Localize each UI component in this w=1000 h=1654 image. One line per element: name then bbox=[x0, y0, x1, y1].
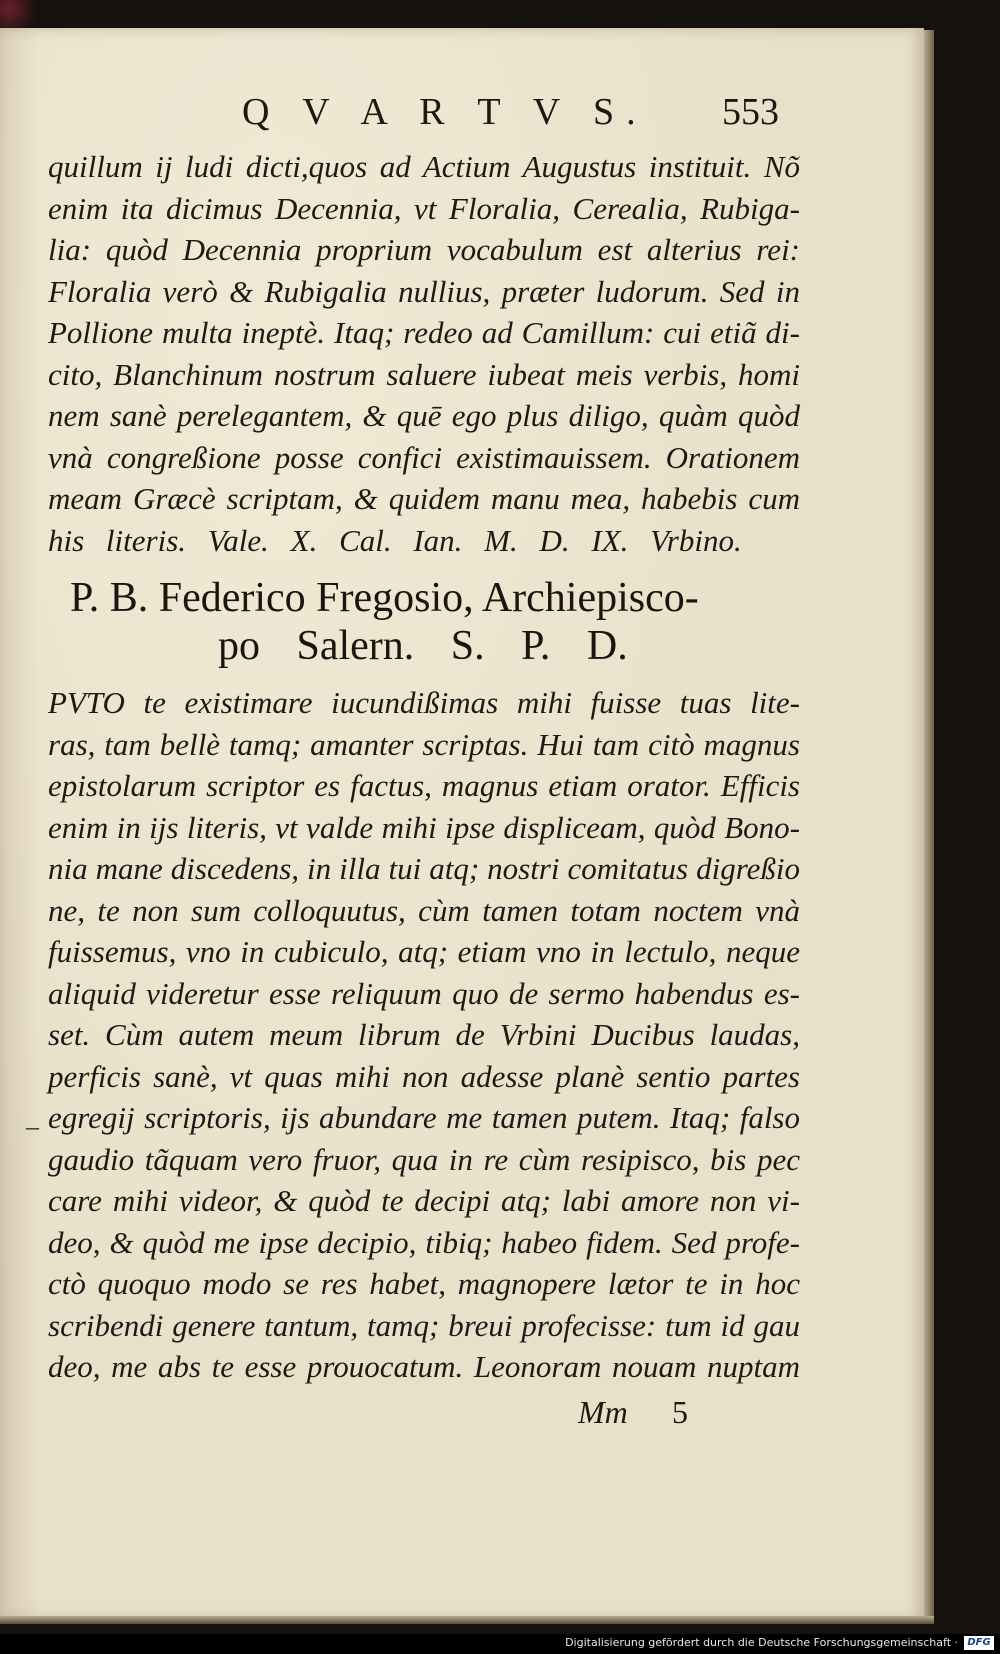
text-line: deo, & quòd me ipse decipio, tibiq; habeo fidem. Sed profe- bbox=[48, 1224, 800, 1260]
running-head-title: Q V A R T V S. bbox=[242, 91, 648, 133]
text-line: lia: quòd Decennia proprium vocabulum est alterius rei: bbox=[48, 232, 800, 267]
text-line: epistolarum scriptor es factus, magnus etiam orator. Efficis bbox=[48, 768, 800, 803]
text-line: Pollione multa ineptè. Itaq; redeo ad Camillum: cui etiã di- bbox=[48, 315, 800, 350]
text-line: nia mane discedens, in illa tui atq; nostri comitatus digreßio bbox=[48, 851, 800, 886]
text-line: enim in ijs literis, vt valde mihi ipse displiceam, quòd Bono- bbox=[48, 809, 800, 845]
letter-body-end bbox=[48, 146, 800, 561]
text-line: ras, tam bellè tamq; amanter scriptas. Hui tam citò magnus bbox=[48, 726, 800, 762]
page-number: 553 bbox=[722, 91, 779, 133]
page-edge-bottom bbox=[0, 1616, 934, 1624]
page-edge-right bbox=[924, 30, 934, 1618]
margin-mark: – bbox=[26, 1112, 39, 1141]
text-line: set. Cùm autem meum librum de Vrbini Ducibus laudas, bbox=[48, 1017, 800, 1052]
text-line: deo, me abs te esse prouocatum. Leonoram nouam nuptam bbox=[48, 1349, 800, 1384]
signature-mark: Mm bbox=[578, 1394, 628, 1430]
text-line: PVTO te existimare iucundißimas mihi fuisse tuas lite- bbox=[48, 685, 800, 720]
footer-credit: Digitalisierung gefördert durch die Deutsche Forschungsgemeinschaft · bbox=[565, 1636, 958, 1649]
text-line: nem sanè perelegantem, & quē ego plus diligo, quàm quòd bbox=[48, 398, 800, 433]
signature-number: 5 bbox=[672, 1394, 688, 1430]
text-line: gaudio tãquam vero fruor, qua in re cùm resipisco, bis pec bbox=[48, 1141, 800, 1177]
letter-heading-line-2: po Salern. S. P. D. bbox=[218, 623, 628, 669]
text-line: ne, te non sum colloquutus, cùm tamen totam noctem vnà bbox=[48, 892, 800, 928]
text-line: cito, Blanchinum nostrum saluere iubeat meis verbis, homi bbox=[48, 356, 800, 392]
text-line: ctò quoquo modo se res habet, magnopere lætor te in hoc bbox=[48, 1266, 800, 1301]
text-line: scribendi genere tantum, tamq; breui profecisse: tum id gau bbox=[48, 1307, 800, 1343]
corner-stain bbox=[0, 0, 44, 30]
text-line: Floralia verò & Rubigalia nullius, præter ludorum. Sed in bbox=[48, 273, 800, 309]
text-line: fuissemus, vno in cubiculo, atq; etiam vno in lectulo, neque bbox=[48, 934, 800, 969]
text-line: meam Græcè scriptam, & quidem manu mea, habebis cum bbox=[48, 481, 800, 516]
text-line: enim ita dicimus Decennia, vt Floralia, Cerealia, Rubiga- bbox=[48, 190, 800, 226]
text-line: vnà congreßione posse confici existimauissem. Orationem bbox=[48, 439, 800, 475]
text-line: aliquid videretur esse reliquum quo de sermo habendus es- bbox=[48, 975, 800, 1011]
dfg-logo: DFG bbox=[964, 1636, 994, 1650]
text-line: egregij scriptoris, ijs abundare me tamen putem. Itaq; falso bbox=[48, 1100, 800, 1135]
text-line: care mihi videor, & quòd te decipi atq; labi amore non vi- bbox=[48, 1183, 800, 1218]
letter-body bbox=[48, 682, 800, 1388]
text-line: perficis sanè, vt quas mihi non adesse planè sentio partes bbox=[48, 1058, 800, 1094]
letter-heading-line-1: P. B. Federico Fregosio, Archiepisco- bbox=[70, 575, 699, 621]
text-line: quillum ij ludi dicti,quos ad Actium Augustus instituit. Nõ bbox=[48, 149, 800, 184]
text-line-closing: his literis. Vale. X. Cal. Ian. M. D. IX. Vrbino. bbox=[48, 522, 742, 558]
